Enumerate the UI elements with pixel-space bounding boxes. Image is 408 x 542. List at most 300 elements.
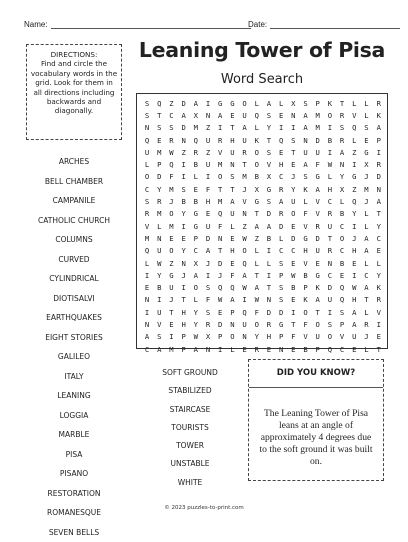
grid-letter[interactable]: H (178, 318, 190, 330)
grid-letter[interactable]: O (165, 245, 177, 257)
grid-letter[interactable]: D (287, 232, 299, 244)
grid-letter[interactable]: S (153, 331, 165, 343)
grid-letter[interactable]: B (190, 158, 202, 170)
grid-letter[interactable]: W (153, 257, 165, 269)
grid-letter[interactable]: N (299, 134, 311, 146)
grid-letter[interactable]: M (312, 109, 324, 121)
grid-letter[interactable]: O (239, 245, 251, 257)
grid-letter[interactable]: E (275, 109, 287, 121)
grid-letter[interactable]: Q (239, 257, 251, 269)
grid-letter[interactable]: B (153, 281, 165, 293)
grid-letter[interactable]: L (251, 245, 263, 257)
grid-letter[interactable]: U (226, 208, 238, 220)
grid-letter[interactable]: B (324, 134, 336, 146)
grid-letter[interactable]: I (178, 220, 190, 232)
grid-letter[interactable]: G (312, 171, 324, 183)
grid-letter[interactable]: I (373, 318, 385, 330)
grid-letter[interactable]: V (299, 257, 311, 269)
grid-letter[interactable]: U (312, 245, 324, 257)
grid-letter[interactable]: C (190, 245, 202, 257)
grid-letter[interactable]: H (324, 183, 336, 195)
grid-letter[interactable]: A (202, 245, 214, 257)
grid-letter[interactable]: T (226, 183, 238, 195)
grid-letter[interactable]: G (190, 220, 202, 232)
grid-letter[interactable]: E (287, 220, 299, 232)
grid-letter[interactable]: R (373, 97, 385, 109)
grid-letter[interactable]: T (287, 146, 299, 158)
grid-letter[interactable]: Y (263, 122, 275, 134)
grid-letter[interactable]: D (153, 171, 165, 183)
grid-letter[interactable]: U (287, 195, 299, 207)
grid-letter[interactable]: D (312, 134, 324, 146)
grid-letter[interactable]: J (239, 183, 251, 195)
grid-letter[interactable]: W (214, 294, 226, 306)
grid-letter[interactable]: J (360, 171, 372, 183)
grid-letter[interactable]: A (226, 195, 238, 207)
grid-letter[interactable]: Y (336, 171, 348, 183)
date-line[interactable] (270, 20, 400, 29)
grid-letter[interactable]: Q (190, 134, 202, 146)
grid-letter[interactable]: S (263, 109, 275, 121)
grid-letter[interactable]: A (153, 343, 165, 355)
grid-letter[interactable]: Q (275, 134, 287, 146)
grid-letter[interactable]: T (239, 158, 251, 170)
grid-letter[interactable]: C (141, 343, 153, 355)
grid-letter[interactable]: C (141, 183, 153, 195)
grid-letter[interactable]: W (287, 269, 299, 281)
grid-letter[interactable]: R (141, 208, 153, 220)
grid-letter[interactable]: L (360, 97, 372, 109)
grid-letter[interactable]: F (214, 220, 226, 232)
grid-letter[interactable]: A (299, 122, 311, 134)
grid-letter[interactable]: R (324, 208, 336, 220)
grid-letter[interactable]: G (299, 232, 311, 244)
grid-letter[interactable]: V (336, 331, 348, 343)
grid-letter[interactable]: S (153, 122, 165, 134)
grid-letter[interactable]: M (239, 171, 251, 183)
grid-letter[interactable]: U (202, 220, 214, 232)
grid-letter[interactable]: L (373, 257, 385, 269)
grid-letter[interactable]: I (324, 146, 336, 158)
grid-letter[interactable]: P (312, 343, 324, 355)
grid-letter[interactable]: R (153, 195, 165, 207)
grid-letter[interactable]: N (202, 343, 214, 355)
grid-letter[interactable]: T (360, 294, 372, 306)
grid-letter[interactable]: I (165, 331, 177, 343)
grid-letter[interactable]: N (141, 122, 153, 134)
grid-letter[interactable]: I (153, 294, 165, 306)
grid-letter[interactable]: J (165, 195, 177, 207)
grid-letter[interactable]: Y (153, 269, 165, 281)
grid-letter[interactable]: G (165, 269, 177, 281)
grid-letter[interactable]: X (360, 158, 372, 170)
grid-letter[interactable]: L (141, 257, 153, 269)
grid-letter[interactable]: O (251, 318, 263, 330)
grid-letter[interactable]: Q (251, 109, 263, 121)
grid-letter[interactable]: W (239, 232, 251, 244)
grid-letter[interactable]: T (251, 269, 263, 281)
grid-letter[interactable]: L (324, 171, 336, 183)
grid-letter[interactable]: A (251, 281, 263, 293)
grid-letter[interactable]: T (251, 208, 263, 220)
grid-letter[interactable]: D (312, 232, 324, 244)
grid-letter[interactable]: T (263, 281, 275, 293)
grid-letter[interactable]: Q (226, 281, 238, 293)
grid-letter[interactable]: G (251, 195, 263, 207)
grid-letter[interactable]: H (299, 245, 311, 257)
grid-letter[interactable]: R (336, 134, 348, 146)
grid-letter[interactable]: I (373, 146, 385, 158)
word-search-grid[interactable] (136, 93, 388, 349)
grid-letter[interactable]: N (226, 318, 238, 330)
grid-letter[interactable]: H (226, 245, 238, 257)
grid-letter[interactable]: R (165, 134, 177, 146)
grid-letter[interactable]: C (287, 245, 299, 257)
grid-letter[interactable]: T (153, 109, 165, 121)
grid-letter[interactable]: Z (178, 146, 190, 158)
grid-letter[interactable]: R (324, 245, 336, 257)
grid-letter[interactable]: R (360, 318, 372, 330)
grid-letter[interactable]: E (312, 257, 324, 269)
grid-letter[interactable]: N (336, 158, 348, 170)
grid-letter[interactable]: N (226, 158, 238, 170)
grid-letter[interactable]: P (190, 232, 202, 244)
grid-letter[interactable]: K (373, 281, 385, 293)
grid-letter[interactable]: L (251, 122, 263, 134)
grid-letter[interactable]: I (287, 122, 299, 134)
grid-letter[interactable]: D (178, 97, 190, 109)
grid-letter[interactable]: L (299, 195, 311, 207)
grid-letter[interactable]: G (312, 269, 324, 281)
grid-letter[interactable]: A (214, 109, 226, 121)
grid-letter[interactable]: M (165, 183, 177, 195)
grid-letter[interactable]: L (153, 220, 165, 232)
grid-letter[interactable]: F (312, 158, 324, 170)
grid-letter[interactable]: H (348, 245, 360, 257)
grid-letter[interactable]: G (275, 318, 287, 330)
grid-letter[interactable]: U (324, 220, 336, 232)
grid-letter[interactable]: Q (336, 294, 348, 306)
grid-letter[interactable]: U (299, 146, 311, 158)
grid-letter[interactable]: I (214, 343, 226, 355)
grid-letter[interactable]: L (360, 109, 372, 121)
grid-letter[interactable]: R (373, 158, 385, 170)
grid-letter[interactable]: N (214, 232, 226, 244)
grid-letter[interactable]: S (226, 171, 238, 183)
grid-letter[interactable]: N (287, 109, 299, 121)
grid-letter[interactable]: E (348, 257, 360, 269)
grid-letter[interactable]: K (324, 97, 336, 109)
grid-letter[interactable]: B (336, 208, 348, 220)
grid-letter[interactable]: L (251, 257, 263, 269)
grid-letter[interactable]: S (202, 306, 214, 318)
grid-letter[interactable]: U (312, 146, 324, 158)
grid-letter[interactable]: O (251, 146, 263, 158)
grid-letter[interactable]: Q (214, 208, 226, 220)
grid-letter[interactable]: Z (348, 183, 360, 195)
grid-letter[interactable]: S (178, 183, 190, 195)
grid-letter[interactable]: X (202, 331, 214, 343)
grid-letter[interactable]: X (190, 257, 202, 269)
grid-letter[interactable]: E (178, 232, 190, 244)
grid-letter[interactable]: U (141, 146, 153, 158)
grid-letter[interactable]: E (226, 257, 238, 269)
grid-letter[interactable]: A (312, 294, 324, 306)
grid-letter[interactable]: C (373, 232, 385, 244)
grid-letter[interactable]: E (153, 134, 165, 146)
grid-letter[interactable]: K (251, 134, 263, 146)
grid-letter[interactable]: E (373, 331, 385, 343)
grid-letter[interactable]: P (275, 269, 287, 281)
grid-letter[interactable]: L (348, 97, 360, 109)
grid-letter[interactable]: T (312, 306, 324, 318)
grid-letter[interactable]: G (190, 208, 202, 220)
grid-letter[interactable]: M (153, 146, 165, 158)
grid-letter[interactable]: E (287, 343, 299, 355)
grid-letter[interactable]: R (190, 146, 202, 158)
grid-letter[interactable]: A (360, 281, 372, 293)
grid-letter[interactable]: K (312, 281, 324, 293)
grid-letter[interactable]: G (214, 97, 226, 109)
grid-letter[interactable]: E (336, 269, 348, 281)
grid-letter[interactable]: F (299, 318, 311, 330)
grid-letter[interactable]: S (141, 109, 153, 121)
grid-letter[interactable]: Q (239, 306, 251, 318)
grid-letter[interactable]: P (226, 306, 238, 318)
grid-letter[interactable]: S (336, 122, 348, 134)
grid-letter[interactable]: Y (348, 208, 360, 220)
grid-letter[interactable]: Z (165, 97, 177, 109)
grid-letter[interactable]: R (263, 318, 275, 330)
grid-letter[interactable]: D (214, 318, 226, 330)
grid-letter[interactable]: V (299, 331, 311, 343)
grid-letter[interactable]: L (360, 257, 372, 269)
grid-letter[interactable]: U (239, 109, 251, 121)
grid-letter[interactable]: U (165, 281, 177, 293)
grid-letter[interactable]: Y (190, 306, 202, 318)
grid-letter[interactable]: O (214, 171, 226, 183)
grid-letter[interactable]: T (214, 183, 226, 195)
grid-letter[interactable]: N (178, 257, 190, 269)
grid-letter[interactable]: S (165, 122, 177, 134)
grid-letter[interactable]: U (239, 134, 251, 146)
grid-letter[interactable]: Q (141, 245, 153, 257)
grid-letter[interactable]: E (287, 158, 299, 170)
grid-letter[interactable]: A (299, 109, 311, 121)
grid-letter[interactable]: A (373, 195, 385, 207)
grid-letter[interactable]: L (226, 343, 238, 355)
grid-letter[interactable]: T (324, 232, 336, 244)
grid-letter[interactable]: O (239, 97, 251, 109)
grid-letter[interactable]: E (275, 146, 287, 158)
grid-letter[interactable]: W (190, 331, 202, 343)
grid-letter[interactable]: O (251, 158, 263, 170)
grid-letter[interactable]: T (263, 134, 275, 146)
grid-letter[interactable]: E (165, 318, 177, 330)
grid-letter[interactable]: H (348, 294, 360, 306)
grid-letter[interactable]: N (239, 208, 251, 220)
grid-letter[interactable]: O (165, 208, 177, 220)
grid-letter[interactable]: I (141, 269, 153, 281)
grid-letter[interactable]: L (141, 158, 153, 170)
grid-letter[interactable]: J (348, 232, 360, 244)
grid-letter[interactable]: A (190, 269, 202, 281)
grid-letter[interactable]: I (348, 158, 360, 170)
grid-letter[interactable]: I (178, 171, 190, 183)
grid-letter[interactable]: V (214, 146, 226, 158)
grid-letter[interactable]: N (153, 232, 165, 244)
grid-letter[interactable]: A (360, 232, 372, 244)
grid-letter[interactable]: C (336, 220, 348, 232)
grid-letter[interactable]: I (202, 97, 214, 109)
grid-letter[interactable]: E (214, 306, 226, 318)
grid-letter[interactable]: B (287, 281, 299, 293)
grid-letter[interactable]: Y (178, 245, 190, 257)
grid-letter[interactable]: Y (178, 208, 190, 220)
grid-letter[interactable]: A (299, 158, 311, 170)
grid-letter[interactable]: Y (373, 269, 385, 281)
grid-letter[interactable]: Y (373, 220, 385, 232)
grid-letter[interactable]: I (263, 269, 275, 281)
grid-letter[interactable]: F (202, 294, 214, 306)
grid-letter[interactable]: M (312, 122, 324, 134)
grid-letter[interactable]: H (275, 158, 287, 170)
grid-letter[interactable]: V (239, 195, 251, 207)
grid-letter[interactable]: D (373, 171, 385, 183)
grid-letter[interactable]: V (263, 158, 275, 170)
grid-letter[interactable]: R (214, 134, 226, 146)
grid-letter[interactable]: A (239, 269, 251, 281)
grid-letter[interactable]: C (275, 171, 287, 183)
grid-letter[interactable]: F (165, 171, 177, 183)
grid-letter[interactable]: I (287, 306, 299, 318)
grid-letter[interactable]: P (373, 134, 385, 146)
grid-letter[interactable]: C (336, 343, 348, 355)
grid-letter[interactable]: L (275, 232, 287, 244)
grid-letter[interactable]: C (324, 195, 336, 207)
grid-letter[interactable]: L (190, 171, 202, 183)
grid-letter[interactable]: U (239, 318, 251, 330)
grid-letter[interactable]: L (360, 306, 372, 318)
grid-letter[interactable]: S (263, 195, 275, 207)
grid-letter[interactable]: C (275, 245, 287, 257)
grid-letter[interactable]: J (360, 195, 372, 207)
grid-letter[interactable]: Q (165, 158, 177, 170)
grid-letter[interactable]: X (251, 183, 263, 195)
grid-letter[interactable]: F (226, 269, 238, 281)
grid-letter[interactable]: J (214, 269, 226, 281)
grid-letter[interactable]: C (336, 245, 348, 257)
grid-letter[interactable]: I (324, 306, 336, 318)
grid-letter[interactable]: O (287, 208, 299, 220)
grid-letter[interactable]: G (226, 97, 238, 109)
grid-letter[interactable]: V (373, 306, 385, 318)
grid-letter[interactable]: Z (348, 146, 360, 158)
grid-letter[interactable]: M (165, 220, 177, 232)
grid-letter[interactable]: M (141, 232, 153, 244)
grid-letter[interactable]: S (202, 281, 214, 293)
grid-letter[interactable]: S (324, 318, 336, 330)
grid-letter[interactable]: B (190, 195, 202, 207)
grid-letter[interactable]: N (178, 134, 190, 146)
grid-letter[interactable]: Q (214, 281, 226, 293)
grid-letter[interactable]: P (153, 158, 165, 170)
grid-letter[interactable]: Q (348, 195, 360, 207)
grid-letter[interactable]: Y (287, 183, 299, 195)
grid-letter[interactable]: D (263, 306, 275, 318)
grid-letter[interactable]: M (190, 122, 202, 134)
grid-letter[interactable]: Z (239, 220, 251, 232)
grid-letter[interactable]: G (348, 171, 360, 183)
grid-letter[interactable]: Z (202, 122, 214, 134)
grid-letter[interactable]: H (202, 195, 214, 207)
grid-letter[interactable]: R (239, 146, 251, 158)
grid-letter[interactable]: U (202, 158, 214, 170)
grid-letter[interactable]: P (275, 331, 287, 343)
grid-letter[interactable]: E (263, 343, 275, 355)
grid-letter[interactable]: O (324, 331, 336, 343)
grid-letter[interactable]: E (141, 281, 153, 293)
grid-letter[interactable]: E (226, 232, 238, 244)
grid-letter[interactable]: A (251, 220, 263, 232)
grid-letter[interactable]: M (360, 183, 372, 195)
grid-letter[interactable]: E (226, 109, 238, 121)
grid-letter[interactable]: X (287, 97, 299, 109)
grid-letter[interactable]: I (348, 269, 360, 281)
grid-letter[interactable]: A (373, 122, 385, 134)
grid-letter[interactable]: J (287, 171, 299, 183)
grid-letter[interactable]: A (348, 306, 360, 318)
grid-letter[interactable]: V (299, 220, 311, 232)
grid-letter[interactable]: W (324, 158, 336, 170)
grid-letter[interactable]: J (165, 294, 177, 306)
grid-letter[interactable]: S (360, 122, 372, 134)
grid-letter[interactable]: E (165, 232, 177, 244)
grid-letter[interactable]: B (251, 171, 263, 183)
grid-letter[interactable]: B (299, 269, 311, 281)
grid-letter[interactable]: U (153, 306, 165, 318)
grid-letter[interactable]: O (312, 318, 324, 330)
grid-letter[interactable]: Z (251, 232, 263, 244)
grid-letter[interactable]: A (141, 331, 153, 343)
grid-letter[interactable]: I (202, 171, 214, 183)
grid-letter[interactable]: A (348, 318, 360, 330)
grid-letter[interactable]: K (299, 294, 311, 306)
grid-letter[interactable]: D (263, 208, 275, 220)
grid-letter[interactable]: X (263, 171, 275, 183)
grid-letter[interactable]: O (190, 281, 202, 293)
grid-letter[interactable]: P (312, 97, 324, 109)
grid-letter[interactable]: D (324, 281, 336, 293)
grid-letter[interactable]: J (178, 269, 190, 281)
grid-letter[interactable]: F (202, 183, 214, 195)
grid-letter[interactable]: N (141, 294, 153, 306)
grid-letter[interactable]: P (214, 331, 226, 343)
grid-letter[interactable]: V (141, 220, 153, 232)
grid-letter[interactable]: B (299, 343, 311, 355)
grid-letter[interactable]: N (263, 294, 275, 306)
grid-letter[interactable]: E (202, 208, 214, 220)
grid-letter[interactable]: X (190, 109, 202, 121)
grid-letter[interactable]: N (202, 109, 214, 121)
grid-letter[interactable]: M (214, 158, 226, 170)
grid-letter[interactable]: S (141, 97, 153, 109)
name-line[interactable] (51, 20, 251, 29)
grid-letter[interactable]: L (360, 208, 372, 220)
grid-letter[interactable]: T (373, 343, 385, 355)
grid-letter[interactable]: N (373, 183, 385, 195)
grid-letter[interactable]: E (287, 294, 299, 306)
